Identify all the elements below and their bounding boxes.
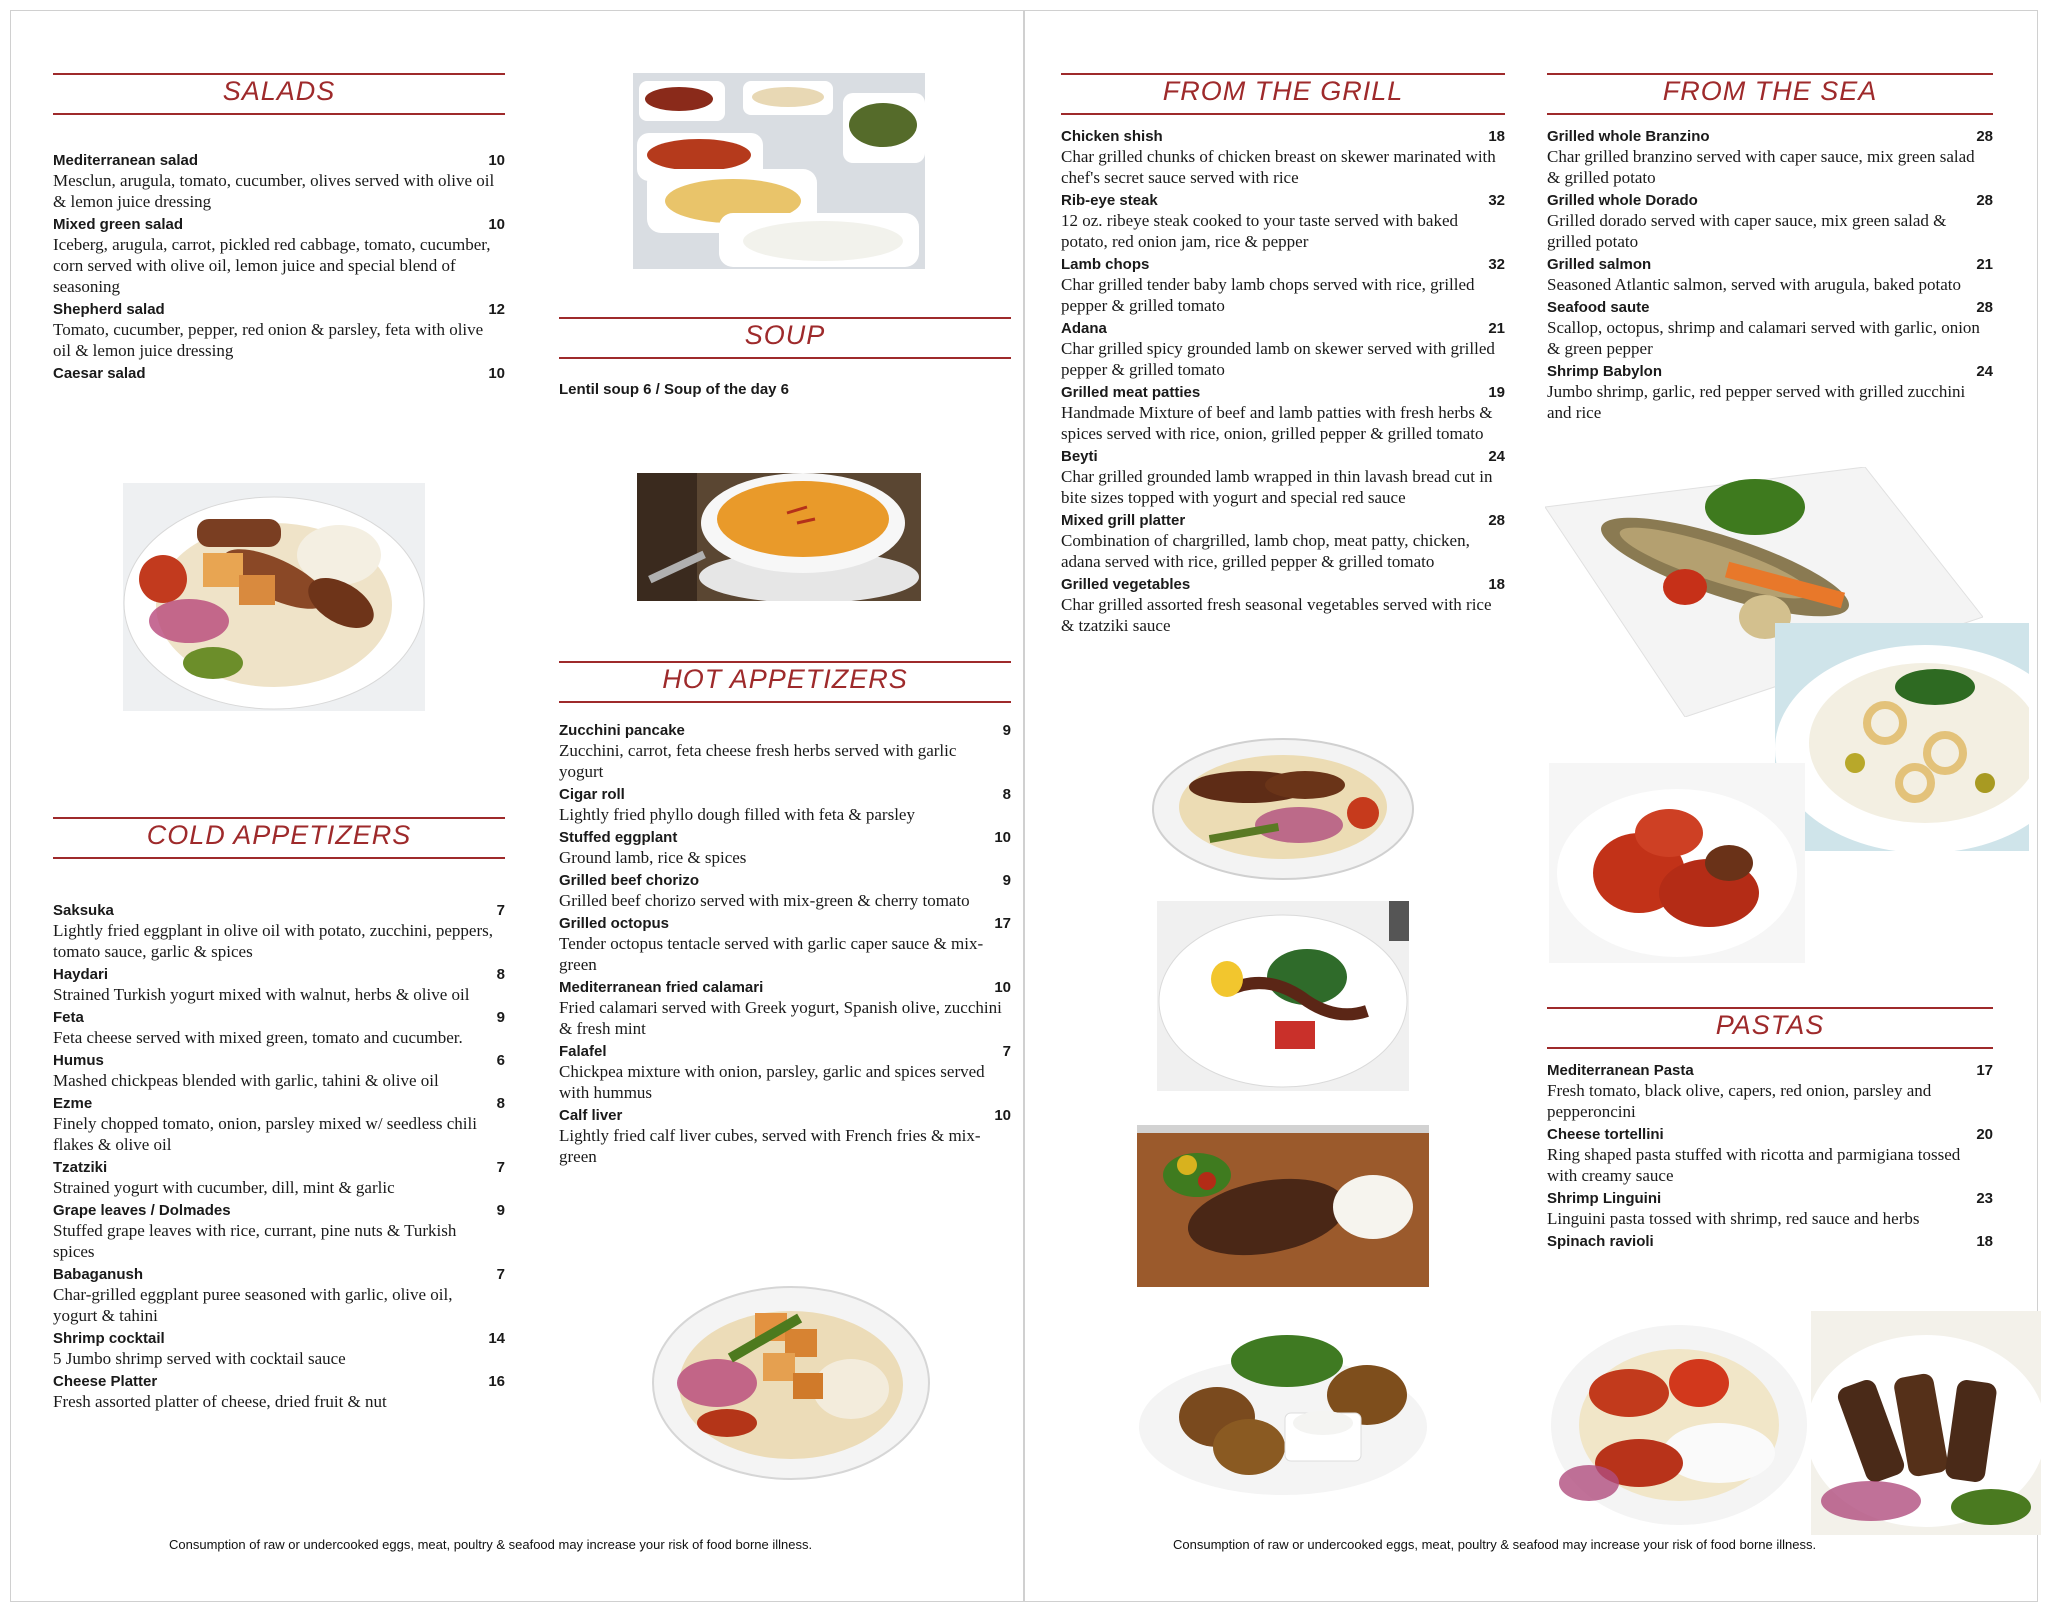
- menu-item: [53, 1008, 505, 1048]
- menu-item-description: Ring shaped pasta stuffed with ricotta and parmigiana tossed with creamy sauce: [1547, 1145, 1961, 1185]
- menu-item-description: Chickpea mixture with onion, parsley, garlic and spices served with hummus: [559, 1062, 985, 1102]
- menu-item-name: Mediterranean fried calamari: [559, 979, 764, 996]
- menu-item-price: 23: [1976, 1190, 1993, 1207]
- menu-item: [53, 1329, 505, 1369]
- menu-item-name: Grilled salmon: [1547, 256, 1652, 273]
- soup-header: [559, 317, 1011, 359]
- menu-item-name: Grilled beef chorizo: [559, 872, 700, 889]
- menu-item: [53, 965, 505, 1005]
- menu-item-name: Grilled meat patties: [1061, 384, 1201, 401]
- soup-prices: Lentil soup 6 / Soup of the day 6: [559, 381, 790, 398]
- menu-item: [53, 1094, 505, 1155]
- menu-item-description: Lightly fried eggplant in olive oil with potato, zucchini, peppers, tomato sauce, garlic & spices: [53, 921, 494, 961]
- pastas-title: PASTAS: [1715, 1010, 1825, 1040]
- menu-item: [1547, 1189, 1993, 1229]
- menu-item: [559, 1106, 1011, 1167]
- menu-item: [1061, 255, 1505, 316]
- beyti-photo: [1549, 1313, 1811, 1535]
- menu-item: [1547, 1232, 1993, 1251]
- grilled-octopus-photo: [1157, 901, 1409, 1091]
- menu-item-name: Grilled octopus: [559, 915, 670, 932]
- menu-item: [1547, 1125, 1993, 1186]
- menu-item-description: Feta cheese served with mixed green, tomato and cucumber.: [53, 1028, 463, 1047]
- menu-item-name: Adana: [1061, 320, 1107, 337]
- menu-item: [559, 1042, 1011, 1103]
- menu-item: [53, 300, 505, 361]
- menu-item-description: Mesclun, arugula, tomato, cucumber, olives served with olive oil & lemon juice dressing: [53, 171, 495, 211]
- pastas-header: [1547, 1007, 1993, 1049]
- menu-item-name: Caesar salad: [53, 365, 146, 382]
- menu-item-price: 10: [994, 979, 1011, 996]
- menu-item: [1547, 255, 1993, 295]
- menu-item: [1061, 575, 1505, 636]
- menu-item-price: 21: [1976, 256, 1993, 273]
- menu-item: [1547, 1061, 1993, 1122]
- menu-item-name: Lamb chops: [1061, 256, 1150, 273]
- menu-page-right: [1024, 10, 2038, 1602]
- menu-item-name: Ezme: [53, 1095, 93, 1112]
- menu-item: [1061, 447, 1505, 508]
- soup-section: [559, 317, 1011, 398]
- hot-appetizers-section: [559, 661, 1011, 1170]
- menu-item-description: Stuffed grape leaves with rice, currant, pine nuts & Turkish spices: [53, 1221, 457, 1261]
- menu-item-name: Beyti: [1061, 448, 1098, 465]
- menu-item-description: Grilled beef chorizo served with mix-green & cherry tomato: [559, 891, 970, 910]
- menu-item-name: Cheese tortellini: [1547, 1126, 1664, 1143]
- menu-item-name: Spinach ravioli: [1547, 1233, 1654, 1250]
- menu-item-description: Char grilled chunks of chicken breast on skewer marinated with chef's secret sauce served with rice: [1061, 147, 1496, 187]
- menu-item-price: 18: [1488, 128, 1505, 145]
- menu-item: [1061, 127, 1505, 188]
- menu-item-price: 28: [1976, 128, 1993, 145]
- pastas-list: [1547, 1061, 1993, 1251]
- menu-item-name: Cheese Platter: [53, 1373, 158, 1390]
- menu-item-price: 8: [1002, 786, 1011, 803]
- cold-appetizers-list: [53, 901, 505, 1412]
- menu-item-price: 7: [496, 902, 505, 919]
- menu-item-description: Lightly fried calf liver cubes, served with French fries & mix-green: [559, 1126, 981, 1166]
- ribeye-steak-photo: [1137, 1125, 1429, 1287]
- menu-item-name: Feta: [53, 1009, 84, 1026]
- menu-item-description: Tomato, cucumber, pepper, red onion & parsley, feta with olive oil & lemon juice dressing: [53, 320, 484, 360]
- menu-item-name: Saksuka: [53, 902, 114, 919]
- menu-item-name: Tzatziki: [53, 1159, 108, 1176]
- menu-item-name: Mediterranean Pasta: [1547, 1062, 1694, 1079]
- menu-item-price: 24: [1976, 363, 1993, 380]
- menu-item-name: Shrimp cocktail: [53, 1330, 165, 1347]
- menu-item-name: Chicken shish: [1061, 128, 1163, 145]
- menu-item-name: Grilled whole Branzino: [1547, 128, 1710, 145]
- footnote-left: Consumption of raw or undercooked eggs, meat, poultry & seafood may increase your risk of food borne illness.: [169, 1537, 813, 1552]
- menu-item-name: Zucchini pancake: [559, 722, 685, 739]
- menu-item-name: Grape leaves / Dolmades: [53, 1202, 231, 1219]
- menu-item-name: Shrimp Babylon: [1547, 363, 1663, 380]
- menu-item-name: Grilled whole Dorado: [1547, 192, 1698, 209]
- menu-item: [1547, 362, 1993, 423]
- menu-item-name: Stuffed eggplant: [559, 829, 678, 846]
- menu-item-price: 24: [1488, 448, 1505, 465]
- menu-item: [559, 871, 1011, 911]
- menu-item-name: Calf liver: [559, 1107, 623, 1124]
- menu-item-price: 14: [488, 1330, 505, 1347]
- menu-item: [559, 914, 1011, 975]
- menu-item-price: 28: [1976, 192, 1993, 209]
- menu-page-left: [10, 10, 1024, 1602]
- menu-item-name: Grilled vegetables: [1061, 576, 1191, 593]
- lamb-chops-photo: [1811, 1311, 2041, 1535]
- menu-item-description: Char-grilled eggplant puree seasoned with garlic, olive oil, yogurt & tahini: [53, 1285, 453, 1325]
- meatballs-photo: [1549, 763, 1805, 963]
- menu-item-price: 12: [488, 301, 505, 318]
- menu-item-description: Seasoned Atlantic salmon, served with arugula, baked potato: [1547, 275, 1962, 294]
- menu-item-description: 12 oz. ribeye steak cooked to your taste served with baked potato, red onion jam, rice & pepper: [1061, 211, 1459, 251]
- menu-item-name: Mixed green salad: [53, 216, 184, 233]
- menu-item-price: 18: [1488, 576, 1505, 593]
- menu-item-price: 32: [1488, 256, 1505, 273]
- menu-item-name: Babaganush: [53, 1266, 144, 1283]
- sea-header: [1547, 73, 1993, 115]
- menu-item-price: 20: [1976, 1126, 1993, 1143]
- menu-item-description: Linguini pasta tossed with shrimp, red sauce and herbs: [1547, 1209, 1920, 1228]
- menu-item-price: 32: [1488, 192, 1505, 209]
- menu-item-price: 28: [1976, 299, 1993, 316]
- menu-item-name: Shepherd salad: [53, 301, 165, 318]
- sea-section: [1547, 73, 1993, 426]
- menu-item: [559, 785, 1011, 825]
- menu-item-description: Mashed chickpeas blended with garlic, tahini & olive oil: [53, 1071, 439, 1090]
- cold-appetizers-title: COLD APPETIZERS: [146, 820, 412, 850]
- grill-title: FROM THE GRILL: [1162, 76, 1404, 106]
- menu-item: [1547, 191, 1993, 252]
- menu-item-price: 21: [1488, 320, 1505, 337]
- menu-item-price: 8: [496, 966, 505, 983]
- meze-platter-photo: [633, 73, 925, 269]
- menu-item-name: Seafood saute: [1547, 299, 1650, 316]
- menu-item: [53, 1158, 505, 1198]
- menu-item-description: 5 Jumbo shrimp served with cocktail sauce: [53, 1349, 346, 1368]
- salads-header: [53, 73, 505, 115]
- menu-item-price: 10: [994, 829, 1011, 846]
- menu-item: [53, 1201, 505, 1262]
- menu-item-description: Char grilled tender baby lamb chops served with rice, grilled pepper & grilled tomato: [1061, 275, 1475, 315]
- menu-item: [559, 978, 1011, 1039]
- hot-appetizers-list: [559, 721, 1011, 1167]
- menu-item: [1061, 383, 1505, 444]
- menu-item-name: Humus: [53, 1052, 104, 1069]
- menu-item-description: Grilled dorado served with caper sauce, mix green salad & grilled potato: [1547, 211, 1947, 251]
- menu-item: [53, 215, 505, 297]
- menu-item-description: Fresh tomato, black olive, capers, red onion, parsley and pepperoncini: [1547, 1081, 1932, 1121]
- menu-item-price: 10: [488, 216, 505, 233]
- menu-item-price: 9: [1002, 722, 1011, 739]
- menu-item-price: 17: [1976, 1062, 1993, 1079]
- menu-item-description: Zucchini, carrot, feta cheese fresh herbs served with garlic yogurt: [559, 741, 957, 781]
- menu-item: [53, 1051, 505, 1091]
- menu-item-price: 8: [496, 1095, 505, 1112]
- menu-item-price: 17: [994, 915, 1011, 932]
- footnote-right: Consumption of raw or undercooked eggs, meat, poultry & seafood may increase your risk of food borne illness.: [1173, 1537, 1817, 1552]
- menu-item-price: 10: [488, 152, 505, 169]
- menu-item: [53, 1265, 505, 1326]
- menu-item-price: 16: [488, 1373, 505, 1390]
- calamari-photo: [1775, 623, 2029, 851]
- menu-item-name: Cigar roll: [559, 786, 625, 803]
- salads-section: [53, 73, 505, 386]
- pastas-section: [1547, 1007, 1993, 1254]
- menu-item-description: Iceberg, arugula, carrot, pickled red cabbage, tomato, cucumber, corn served with olive oil, lemon juice and special blend of seasoning: [53, 235, 491, 296]
- menu-item-price: 9: [496, 1009, 505, 1026]
- sea-title: FROM THE SEA: [1662, 76, 1878, 106]
- menu-item-description: Jumbo shrimp, garlic, red pepper served with grilled zucchini and rice: [1547, 382, 1966, 422]
- menu-item-price: 18: [1976, 1233, 1993, 1250]
- menu-item: [1547, 127, 1993, 188]
- menu-item-price: 10: [994, 1107, 1011, 1124]
- menu-item-description: Scallop, octopus, shrimp and calamari served with garlic, onion & green pepper: [1547, 318, 1980, 358]
- cold-appetizers-header: [53, 817, 505, 859]
- salads-title: SALADS: [222, 76, 336, 106]
- menu-item-name: Rib-eye steak: [1061, 192, 1158, 209]
- menu-item: [1547, 298, 1993, 359]
- sea-list: [1547, 127, 1993, 423]
- menu-item: [53, 901, 505, 962]
- menu-item: [53, 151, 505, 212]
- menu-item-description: Lightly fried phyllo dough filled with feta & parsley: [559, 805, 915, 824]
- menu-item-description: Char grilled grounded lamb wrapped in thin lavash bread cut in bite sizes topped with yogurt and special red sauce: [1061, 467, 1493, 507]
- hot-appetizers-title: HOT APPETIZERS: [662, 664, 908, 694]
- menu-item-price: 7: [496, 1266, 505, 1283]
- menu-item-price: 6: [496, 1052, 505, 1069]
- menu-item: [53, 364, 505, 383]
- menu-item-price: 19: [1488, 384, 1505, 401]
- menu-item-name: Haydari: [53, 966, 109, 983]
- menu-item-price: 7: [496, 1159, 505, 1176]
- menu-item-description: Combination of chargrilled, lamb chop, meat patty, chicken, adana served with rice, grilled pepper & grilled tomato: [1061, 531, 1470, 571]
- menu-item-description: Fresh assorted platter of cheese, dried fruit & nut: [53, 1392, 387, 1411]
- grill-section: [1061, 73, 1505, 639]
- menu-item-description: Finely chopped tomato, onion, parsley mixed w/ seedless chili flakes & olive oil: [53, 1114, 477, 1154]
- menu-item-description: Char grilled spicy grounded lamb on skewer served with grilled pepper & grilled tomato: [1061, 339, 1495, 379]
- salads-list: [53, 151, 505, 383]
- menu-item-price: 9: [496, 1202, 505, 1219]
- chicken-shish-photo: [645, 1273, 937, 1485]
- soup-title: SOUP: [744, 320, 826, 350]
- menu-item-name: Mixed grill platter: [1061, 512, 1186, 529]
- menu-item-description: Char grilled branzino served with caper sauce, mix green salad & grilled potato: [1547, 147, 1975, 187]
- menu-item-name: Mediterranean salad: [53, 152, 199, 169]
- mixed-grill-photo: [123, 483, 425, 711]
- menu-item: [559, 721, 1011, 782]
- menu-item-price: 7: [1002, 1043, 1011, 1060]
- menu-item-description: Fried calamari served with Greek yogurt, Spanish olive, zucchini & fresh mint: [559, 998, 1002, 1038]
- menu-item-description: Handmade Mixture of beef and lamb patties with fresh herbs & spices served with rice, onion, grilled pepper & grilled tomato: [1061, 403, 1493, 443]
- menu-item: [1061, 191, 1505, 252]
- menu-item-price: 28: [1488, 512, 1505, 529]
- menu-item-description: Strained yogurt with cucumber, dill, mint & garlic: [53, 1178, 395, 1197]
- hot-appetizers-header: [559, 661, 1011, 703]
- menu-item: [1061, 511, 1505, 572]
- menu-item-description: Ground lamb, rice & spices: [559, 848, 747, 867]
- falafel-photo: [1137, 1317, 1429, 1499]
- menu-item-price: 9: [1002, 872, 1011, 889]
- cold-appetizers-section: [53, 817, 505, 1415]
- grill-header: [1061, 73, 1505, 115]
- menu-item: [559, 828, 1011, 868]
- lentil-soup-photo: [637, 473, 921, 601]
- grill-list: [1061, 127, 1505, 636]
- menu-item-name: Falafel: [559, 1043, 607, 1060]
- menu-item-description: Char grilled assorted fresh seasonal vegetables served with rice & tzatziki sauce: [1061, 595, 1492, 635]
- menu-item-description: Strained Turkish yogurt mixed with walnut, herbs & olive oil: [53, 985, 470, 1004]
- menu-item-price: 10: [488, 365, 505, 382]
- menu-item-name: Shrimp Linguini: [1547, 1190, 1662, 1207]
- menu-item-description: Tender octopus tentacle served with garlic caper sauce & mix-green: [559, 934, 984, 974]
- adana-photo: [1149, 733, 1417, 885]
- menu-item: [53, 1372, 505, 1412]
- menu-item: [1061, 319, 1505, 380]
